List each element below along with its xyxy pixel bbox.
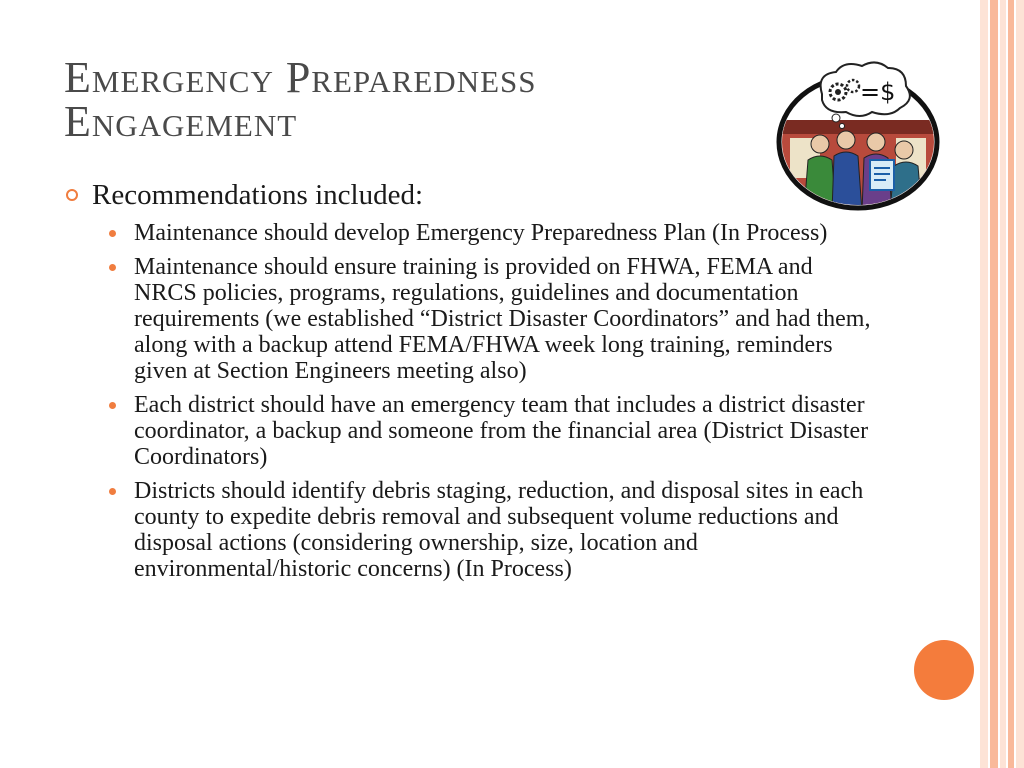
bullet-dot-icon	[109, 230, 116, 237]
bullet-ring-icon	[66, 189, 78, 201]
title-line-2: Engagement	[64, 97, 298, 146]
right-stripe-mid-2	[1008, 0, 1014, 768]
decorative-circle	[914, 640, 974, 700]
right-stripe-light	[980, 0, 988, 768]
right-stripe-light-3	[1016, 0, 1024, 768]
bullet-dot-icon	[109, 264, 116, 271]
title-line-1: Emergency Preparedness	[64, 53, 537, 102]
right-stripe-light-2	[1000, 0, 1006, 768]
list-item-text: Each district should have an emergency team that includes a district disaster coordinator, a backup and someone from the financial area (District Disaster Coordinators)	[134, 392, 869, 470]
list-item-text: Districts should identify debris staging, reduction, and disposal sites in each county to expedite debris removal and subsequent volume reductions and disposal actions (considering ownership, size, location and environmental/historic concerns) (In Process)	[134, 478, 864, 582]
right-stripe-mid	[990, 0, 998, 768]
list-item	[106, 478, 876, 582]
meeting-clipart-icon	[776, 60, 940, 212]
list-item	[106, 254, 876, 384]
bullet-dot-icon	[109, 488, 116, 495]
list-item-text: Maintenance should ensure training is provided on FHWA, FEMA and NRCS policies, programs, regulations, guidelines and documentation requirements (we established “District Disaster Coordinators” and had them, along with a backup attend FEMA/FHWA week long training, reminders given at Section Engineers meeting also)	[134, 254, 871, 384]
level1-text: Recommendations included:	[92, 179, 424, 211]
slide-title	[64, 53, 664, 146]
list-item	[106, 392, 876, 470]
recommendation-list	[106, 220, 876, 590]
list-item-text: Maintenance should develop Emergency Preparedness Plan (In Process)	[134, 220, 828, 246]
dollar-icon: =$	[860, 78, 896, 106]
list-item	[106, 220, 876, 246]
bullet-dot-icon	[109, 402, 116, 409]
